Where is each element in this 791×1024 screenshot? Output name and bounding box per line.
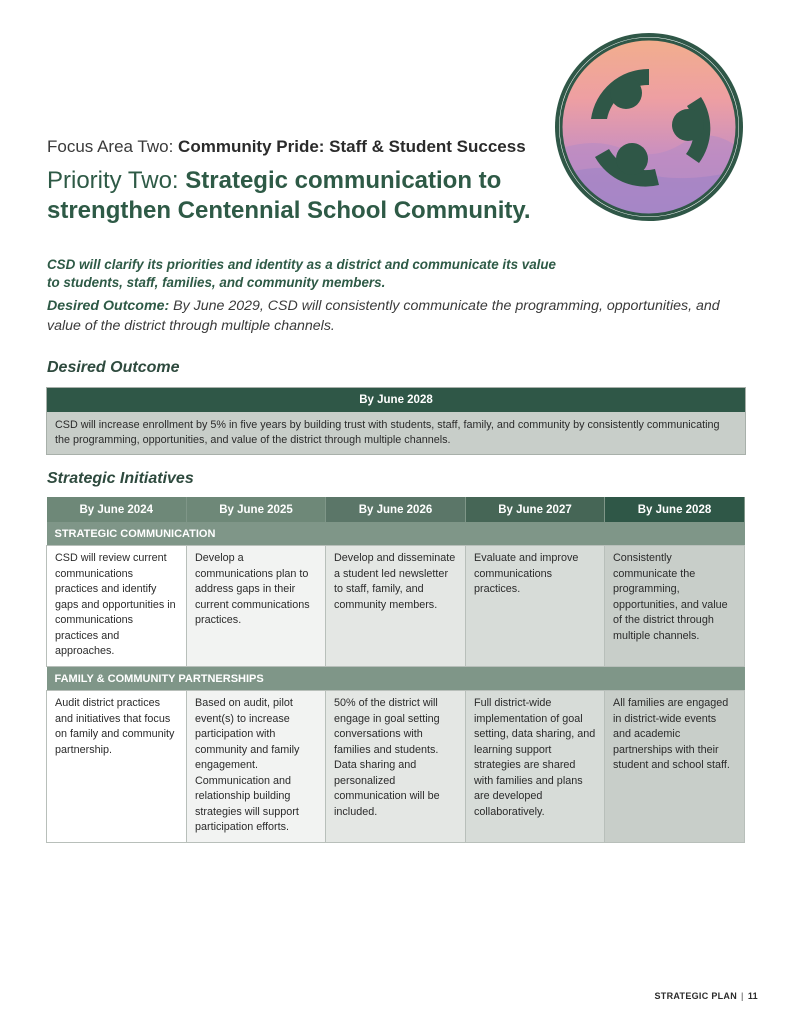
table-cell: Develop and disseminate a student led newsletter to staff, family, and community members.: [326, 546, 466, 667]
desired-outcome-label: Desired Outcome:: [47, 298, 170, 314]
column-header: By June 2026: [326, 497, 466, 522]
page-footer: [655, 991, 759, 1001]
table-cell: Based on audit, pilot event(s) to increase participation with community and family engagement. Communication and relationship building strategies will support participation efforts.: [187, 691, 326, 843]
section-title-strategic-communication: STRATEGIC COMMUNICATION: [47, 522, 745, 546]
desired-outcome-heading: Desired Outcome: [47, 359, 180, 376]
table-cell: Full district-wide implementation of goal setting, data sharing, and learning support strategies are shared with families and plans are developed collaboratively.: [466, 691, 605, 843]
section-row: [47, 522, 745, 546]
column-header: By June 2027: [466, 497, 605, 522]
desired-outcome-text: By June 2029, CSD will consistently communicate the programming, opportunities, and value of the district through multiple channels.: [47, 298, 720, 334]
footer-separator: |: [741, 991, 744, 1001]
focus-area-title: Community Pride: Staff & Student Success: [178, 137, 526, 156]
focus-area-prefix: Focus Area Two:: [47, 137, 174, 156]
section-row: [47, 667, 745, 691]
table-cell: CSD will review current communications practices and identify gaps and opportunities in communications practices and approaches.: [47, 546, 187, 667]
desired-outcome-table-body: CSD will increase enrollment by 5% in five years by building trust with students, staff, family, and community by consistently communicating the programming, opportunities, and value of the district through multiple channels.: [47, 412, 745, 454]
section-title-family-community: FAMILY & COMMUNITY PARTNERSHIPS: [47, 667, 745, 691]
table-cell: Evaluate and improve communications practices.: [466, 546, 605, 667]
table-cell: Consistently communicate the programming, opportunities, and value of the district through multiple channels.: [605, 546, 745, 667]
priority-prefix: Priority Two:: [47, 167, 179, 194]
priority-title: Strategic communication to strengthen Centennial School Community.: [47, 167, 531, 224]
community-logo-icon: [553, 31, 745, 223]
desired-outcome-summary: [47, 296, 747, 336]
table-cell: Audit district practices and initiatives that focus on family and community partnership.: [47, 691, 187, 843]
column-header: By June 2024: [47, 497, 187, 522]
column-header: By June 2028: [605, 497, 745, 522]
page-number: 11: [747, 991, 758, 1001]
priority-heading: [47, 166, 567, 226]
table-cell: Develop a communications plan to address gaps in their current communications practices.: [187, 546, 326, 667]
table-cell: All families are engaged in district-wide events and academic partnerships with their student and school staff.: [605, 691, 745, 843]
table-row: [47, 546, 745, 667]
focus-area-line: [47, 137, 526, 157]
desired-outcome-table-header: By June 2028: [47, 388, 745, 412]
desired-outcome-table: [46, 387, 746, 455]
strategic-initiatives-heading: Strategic Initiatives: [47, 470, 194, 487]
table-header-row: [47, 497, 745, 522]
strategic-initiatives-table: [46, 497, 745, 843]
footer-label: STRATEGIC PLAN: [654, 991, 738, 1001]
table-row: [47, 691, 745, 843]
column-header: By June 2025: [187, 497, 326, 522]
table-cell: 50% of the district will engage in goal setting conversations with families and students. Data sharing and personalized communication will be included.: [326, 691, 466, 843]
priority-statement: CSD will clarify its priorities and identity as a district and communicate its value to students, staff, families, and community members.: [47, 257, 556, 290]
